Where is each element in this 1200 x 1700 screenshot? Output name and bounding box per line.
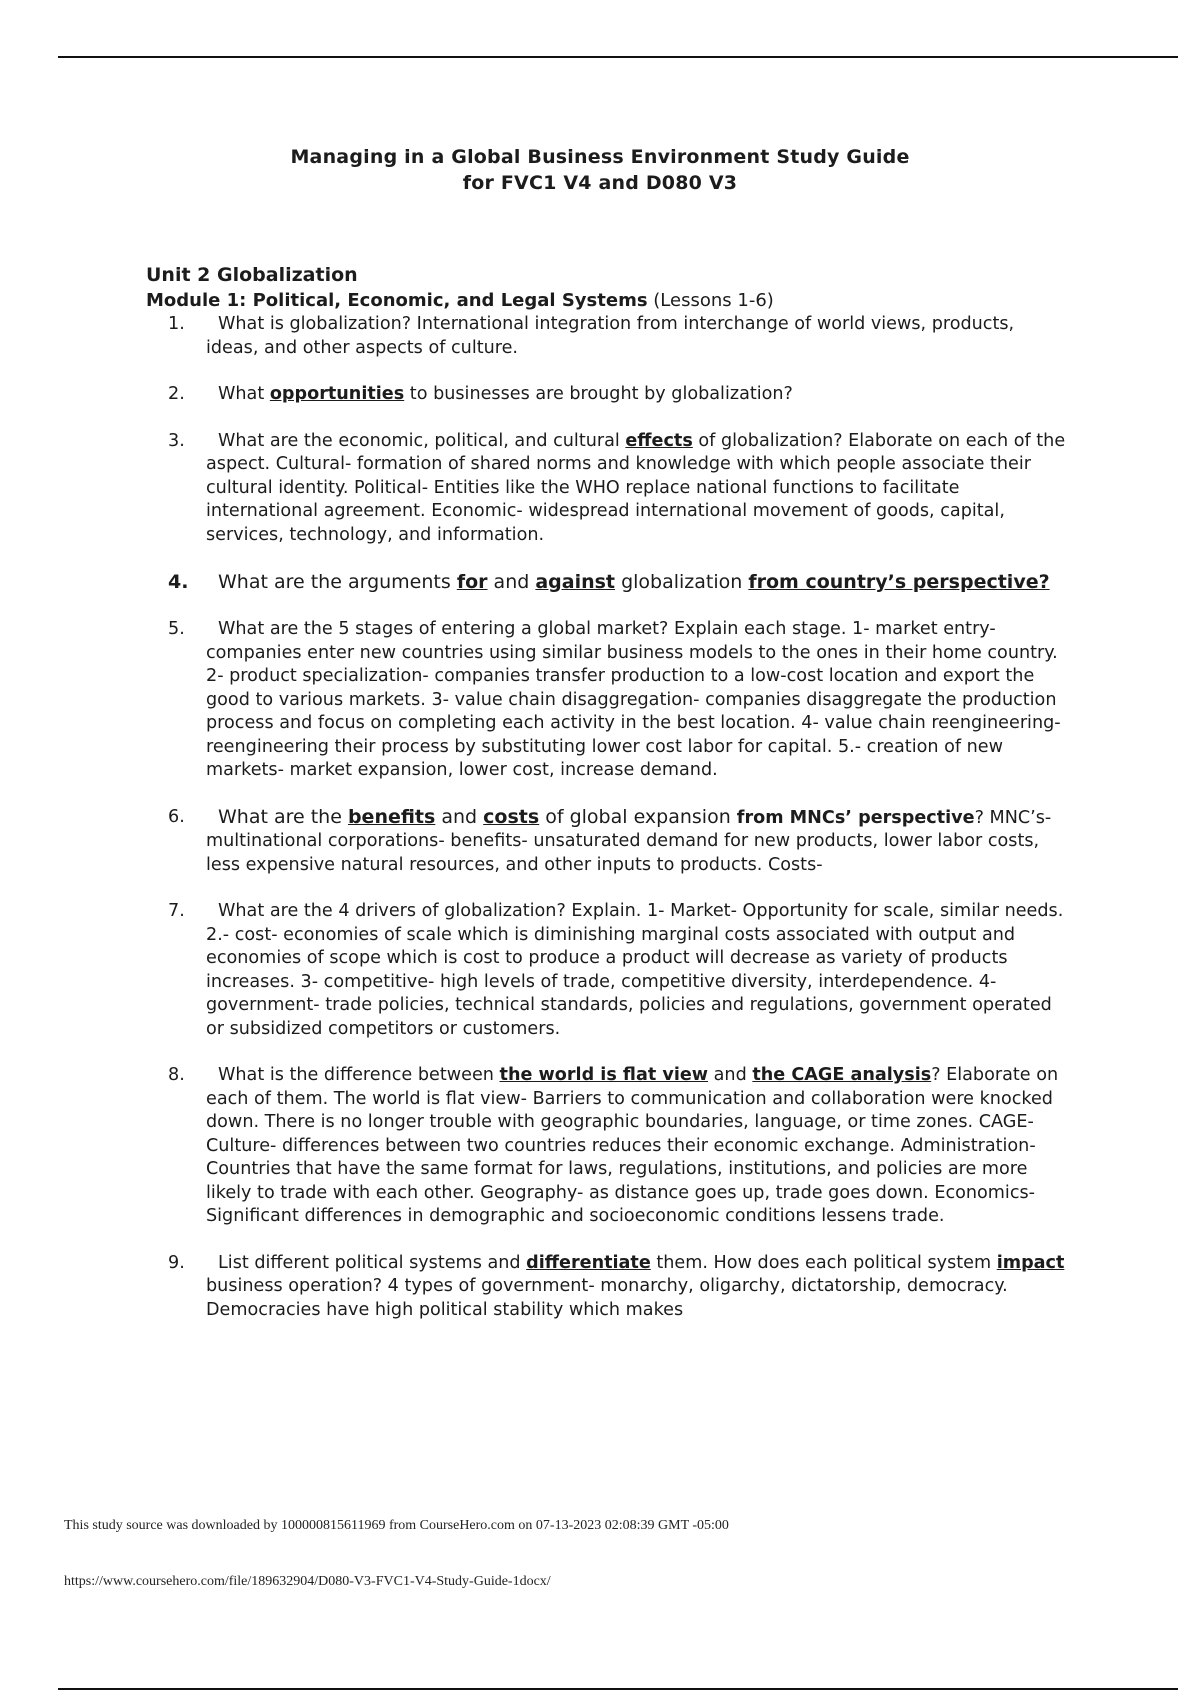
text-segment: What bbox=[218, 384, 270, 404]
top-rule bbox=[58, 56, 1178, 58]
question-4 bbox=[146, 570, 1066, 595]
module-heading bbox=[146, 288, 1066, 313]
emphasis-mnc-perspective: from MNCs’ perspective bbox=[736, 807, 975, 828]
emphasis-for: for bbox=[456, 571, 488, 593]
text-segment: ? MNC’s- multinational corporations- benefits- unsaturated demand for new products, lower labor costs, less expensive natural resources, and other inputs to products. Costs- bbox=[206, 807, 1052, 875]
emphasis-world-is-flat: the world is flat view bbox=[499, 1065, 709, 1085]
question-number: 9. bbox=[168, 1252, 185, 1273]
question-text bbox=[206, 383, 1066, 407]
question-9 bbox=[146, 1252, 1066, 1323]
text-segment: and bbox=[708, 1065, 753, 1085]
text-segment: to businesses are brought by globalization? bbox=[404, 384, 793, 404]
emphasis-against: against bbox=[535, 571, 616, 593]
question-6 bbox=[146, 806, 1066, 878]
question-text bbox=[206, 1064, 1066, 1229]
question-7 bbox=[146, 900, 1066, 1041]
question-3 bbox=[146, 430, 1066, 548]
question-text: What are the 5 stages of entering a global market? Explain each stage. 1- market entry- companies enter new countries using similar business models to the ones in their home country. 2- product specialization- companies transfer production to a low-cost location and export the good to various markets. 3- value chain disaggregation- companies disaggregate the production process and focus on completing each activity in the best location. 4- value chain reengineering- reengineering their process by substituting lower cost labor for capital. 5.- creation of new markets- market expansion, lower cost, increase demand. bbox=[206, 619, 1061, 780]
question-number: 8. bbox=[168, 1065, 185, 1085]
question-number: 7. bbox=[168, 901, 185, 921]
question-number: 5. bbox=[168, 619, 185, 639]
emphasis-opportunities: opportunities bbox=[269, 384, 405, 404]
text-segment: and bbox=[487, 571, 536, 593]
text-segment: them. How does each political system bbox=[650, 1252, 997, 1273]
emphasis-differentiate: differentiate bbox=[526, 1252, 651, 1273]
document-title bbox=[0, 144, 1200, 196]
question-text bbox=[206, 1252, 1066, 1323]
question-number: 4. bbox=[168, 571, 189, 593]
text-segment: globalization bbox=[615, 571, 749, 593]
source-url[interactable]: https://www.coursehero.com/file/189632904/D080-V3-FVC1-V4-Study-Guide-1docx/ bbox=[64, 1574, 551, 1589]
text-segment: and bbox=[435, 805, 484, 828]
question-text: What are the 4 drivers of globalization? Explain. 1- Market- Opportunity for scale, similar needs. 2.- cost- economies of scale which is diminishing marginal costs associated with output and economies of scope which is cost to produce a product will decrease as variety of products increases. 3- competitive- high levels of trade, competitive diversity, interdependence. 4- government- trade policies, technical standards, policies and regulations, government operated or subsidized competitors or customers. bbox=[206, 901, 1064, 1039]
text-segment: of globalization? Elaborate on each of the aspect. Cultural- formation of shared norms and knowledge with which people associate their cultural identity. Political- Entities like the WHO replace national functions to facilitate international agreement. Economic- widespread international movement of goods, capital, services, technology, and information. bbox=[206, 430, 1066, 545]
question-2 bbox=[146, 383, 1066, 407]
bottom-rule bbox=[58, 1688, 1178, 1690]
study-guide-body bbox=[146, 263, 1066, 1345]
text-segment: ? Elaborate on each of them. The world is flat view- Barriers to communication and collaboration were knocked down. There is no longer trouble with geographic boundaries, language, or time zones. CAGE- Culture- differences between two countries reduces their economic exchange. Administration- Countries that have the same format for laws, regulations, institutions, and policies are more likely to trade with each other. Geography- as distance goes up, trade goes down. Economics- Significant differences in demographic and socioeconomic conditions lessens trade. bbox=[206, 1065, 1059, 1226]
question-text bbox=[206, 806, 1066, 878]
emphasis-impact: impact bbox=[996, 1252, 1065, 1273]
question-text: What is globalization? International integration from interchange of world views, products, ideas, and other aspects of culture. bbox=[206, 314, 1015, 358]
title-line-1: Managing in a Global Business Environment Study Guide bbox=[290, 146, 910, 168]
emphasis-effects: effects bbox=[625, 430, 693, 451]
text-segment: List different political systems and bbox=[218, 1252, 527, 1273]
emphasis-cage-analysis: the CAGE analysis bbox=[752, 1065, 932, 1085]
question-number: 2. bbox=[168, 384, 185, 404]
question-number: 6. bbox=[168, 806, 185, 827]
question-number: 1. bbox=[168, 314, 185, 334]
text-segment: What are the arguments bbox=[218, 571, 457, 593]
question-8 bbox=[146, 1064, 1066, 1229]
module-name: Module 1: Political, Economic, and Legal Systems bbox=[146, 290, 648, 311]
title-line-2: for FVC1 V4 and D080 V3 bbox=[462, 172, 738, 194]
emphasis-costs: costs bbox=[483, 805, 540, 828]
text-segment: What are the bbox=[218, 805, 348, 828]
download-notice: This study source was downloaded by 100000815611969 from CourseHero.com on 07-13-2023 02:08:39 GMT -05:00 bbox=[64, 1518, 729, 1533]
question-text bbox=[206, 430, 1066, 548]
module-lessons: (Lessons 1-6) bbox=[653, 290, 774, 311]
unit-heading: Unit 2 Globalization bbox=[146, 264, 358, 286]
question-5 bbox=[146, 618, 1066, 783]
question-1 bbox=[146, 313, 1066, 360]
text-segment: What is the difference between bbox=[218, 1065, 500, 1085]
text-segment: What are the economic, political, and cultural bbox=[218, 430, 626, 451]
question-number: 3. bbox=[168, 430, 185, 451]
emphasis-country-perspective: from country’s perspective? bbox=[748, 571, 1050, 593]
emphasis-benefits: benefits bbox=[347, 805, 436, 828]
question-text bbox=[206, 570, 1066, 595]
text-segment: of global expansion bbox=[539, 805, 737, 828]
text-segment: business operation? 4 types of government- monarchy, oligarchy, dictatorship, democracy. Democracies have high political stability which makes bbox=[206, 1276, 1008, 1320]
